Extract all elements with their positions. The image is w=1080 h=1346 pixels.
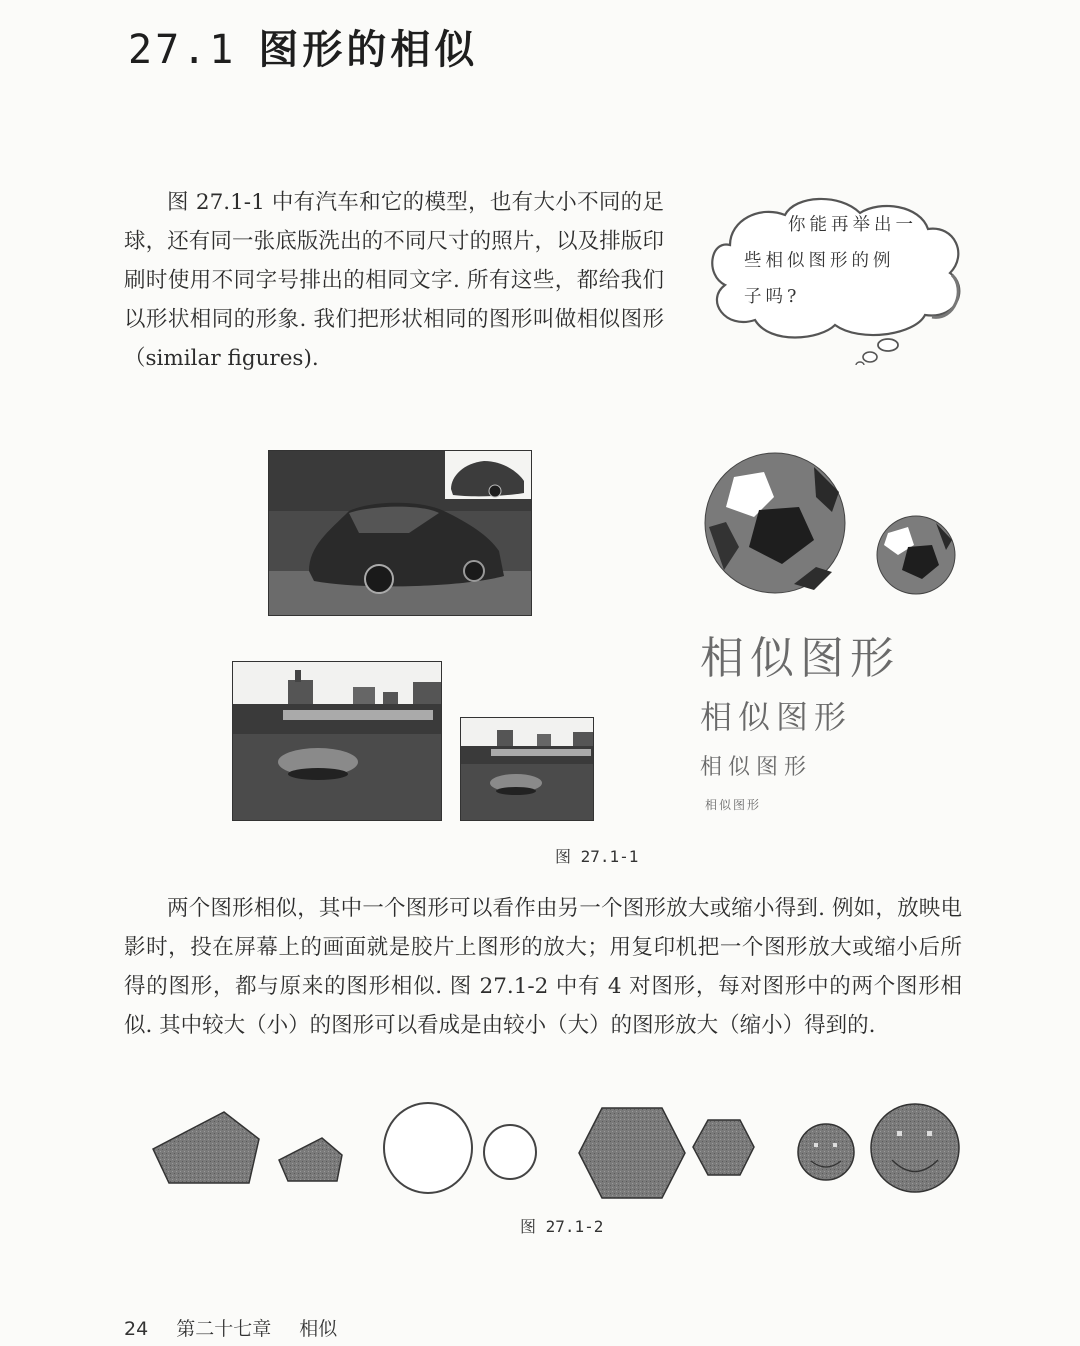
chapter-label: 第二十七章 [176,1318,272,1340]
small-circle [484,1125,536,1179]
large-pentagon [153,1112,259,1183]
large-hexagon [579,1108,685,1198]
small-pentagon [279,1138,342,1181]
pentagon-pair [153,1112,342,1183]
figure-1-caption: 图 27.1-1 [555,847,639,866]
small-football [876,515,956,595]
text-sample-md: 相似图形 [700,755,813,780]
large-circle [384,1103,472,1193]
large-smiley-face [871,1104,959,1192]
chapter-title: 相似 [299,1318,338,1340]
thought-bubble-text: 你能再举出一 些相似图形的例 子吗? [744,215,917,307]
similar-shapes-figure [140,1095,970,1200]
intro-paragraph-text: 图 27.1-1 中有汽车和它的模型，也有大小不同的足球，还有同一张底版洗出的不同尺寸的照片，以及排版印刷时使用不同字号排出的相同文字. 所有这些，都给我们以形状相同的形象. 我们把形状相同的图形叫做相似图形（similar figures). [124,190,664,371]
figure-2-caption: 图 27.1-2 [520,1217,604,1236]
large-photo-print [232,661,442,821]
text-sample-sm: 相似图形 [705,798,762,812]
intro-paragraph [124,183,664,378]
small-photo-print [460,717,594,821]
hexagon-pair [579,1108,754,1198]
small-smiley-face [798,1124,854,1180]
smiley-face-pair [798,1104,959,1192]
section-title-text: 图形的相似 [258,26,479,73]
body-paragraph-text: 两个图形相似，其中一个图形可以看作由另一个图形放大或缩小得到. 例如，放映电影时，投在屏幕上的画面就是胶片上图形的放大；用复印机把一个图形放大或缩小后所得的图形，都与原来的图形相似. 图 27.1-2 中有 4 对图形，每对图形中的两个图形相似. 其中较大（小）的图形可以看成是由较小（大）的图形放大（缩小）得到的. [124,896,962,1038]
section-number: 27.1 [128,27,237,73]
large-football [704,452,846,594]
small-hexagon [693,1120,754,1175]
text-sample-xl: 相似图形 [700,633,900,684]
section-title [128,18,478,75]
body-paragraph [124,889,962,1045]
circle-pair [384,1103,536,1193]
car-photo [268,450,532,616]
page-number: 24 [124,1318,149,1340]
text-sample-lg: 相似图形 [700,698,853,736]
page-footer [124,1314,359,1341]
